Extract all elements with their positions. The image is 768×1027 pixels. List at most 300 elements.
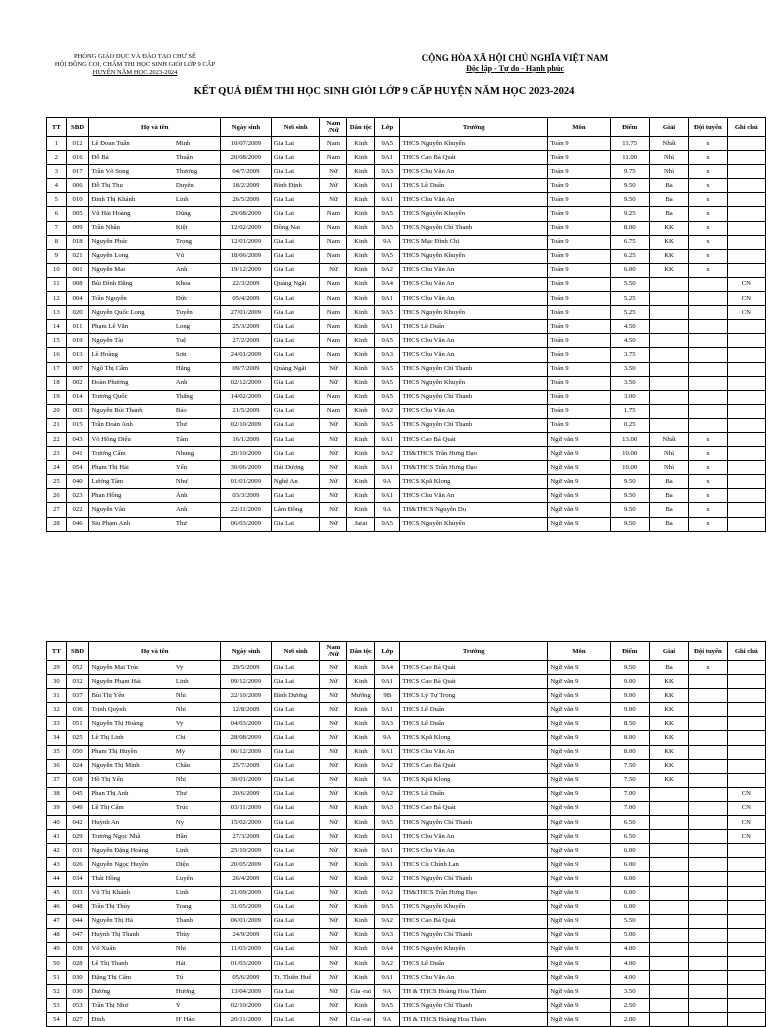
table-row bbox=[47, 151, 766, 165]
cell-tt: 32 bbox=[47, 703, 67, 717]
cell-birth-date: 27/3/2009 bbox=[221, 830, 272, 844]
cell-school: THCS Chu Văn An bbox=[400, 334, 548, 348]
cell-gender: Nữ bbox=[320, 661, 347, 675]
cell-tt: 13 bbox=[47, 306, 67, 320]
cell-birth-place: Bình Định bbox=[271, 179, 320, 193]
cell-last-name: Hồ Thị Yến bbox=[89, 773, 174, 787]
cell-birth-date: 02/12/2009 bbox=[221, 376, 272, 390]
cell-team bbox=[689, 858, 727, 872]
cell-birth-date: 16/1/2009 bbox=[221, 432, 272, 446]
cell-sbd: 040 bbox=[66, 475, 89, 489]
cell-subject: Ngữ văn 9 bbox=[548, 461, 610, 475]
cell-class: 9A5 bbox=[375, 207, 400, 221]
cell-birth-date: 27/01/2009 bbox=[221, 306, 272, 320]
cell-tt: 21 bbox=[47, 418, 67, 432]
cell-team bbox=[689, 731, 727, 745]
cell-gender: Nữ bbox=[320, 1013, 347, 1027]
cell-score: 2.50 bbox=[610, 999, 649, 1013]
table-row bbox=[47, 517, 766, 531]
cell-award bbox=[649, 872, 688, 886]
cell-class: 9A5 bbox=[375, 517, 400, 531]
cell-subject: Ngữ văn 9 bbox=[548, 801, 610, 815]
cell-first-name: Như bbox=[174, 475, 221, 489]
cell-team bbox=[689, 404, 727, 418]
cell-birth-date: 02/10/2009 bbox=[221, 999, 272, 1013]
cell-birth-date: 24/9/2009 bbox=[221, 928, 272, 942]
cell-first-name: Thuận bbox=[174, 151, 221, 165]
table-row bbox=[47, 816, 766, 830]
cell-class: 9A4 bbox=[375, 942, 400, 956]
cell-note: CN bbox=[727, 292, 765, 306]
cell-tt: 22 bbox=[47, 432, 67, 446]
cell-birth-date: 09/12/2009 bbox=[221, 675, 272, 689]
header-col-tt: TT bbox=[47, 118, 67, 137]
cell-award: Ba bbox=[649, 475, 688, 489]
cell-ethnicity: Kinh bbox=[347, 489, 375, 503]
cell-birth-date: 09/7/2009 bbox=[221, 362, 272, 376]
cell-ethnicity: Kinh bbox=[347, 418, 375, 432]
header-col-giai: Giải bbox=[649, 118, 688, 137]
cell-ethnicity: Gia -rai bbox=[347, 1013, 375, 1027]
cell-score: 9.50 bbox=[610, 193, 649, 207]
cell-first-name: Kiệt bbox=[174, 221, 221, 235]
cell-gender: Nữ bbox=[320, 872, 347, 886]
cell-birth-place: Gia Lai bbox=[271, 675, 320, 689]
cell-sbd: 052 bbox=[66, 661, 89, 675]
cell-score: 3.50 bbox=[610, 362, 649, 376]
cell-subject: Ngữ văn 9 bbox=[548, 432, 610, 446]
table-row bbox=[47, 390, 766, 404]
cell-note bbox=[727, 914, 765, 928]
cell-subject: Ngữ văn 9 bbox=[548, 675, 610, 689]
cell-birth-date: 12/01/2009 bbox=[221, 235, 272, 249]
cell-first-name: Thanh bbox=[174, 914, 221, 928]
cell-ethnicity: Kinh bbox=[347, 221, 375, 235]
cell-note bbox=[727, 320, 765, 334]
cell-birth-place: Gia Lai bbox=[271, 787, 320, 801]
cell-last-name: Võ Xuân bbox=[89, 942, 174, 956]
cell-birth-place: Gia Lai bbox=[271, 151, 320, 165]
cell-award bbox=[649, 320, 688, 334]
cell-team: x bbox=[689, 432, 727, 446]
cell-birth-place: Gia Lai bbox=[271, 376, 320, 390]
cell-class: 9A bbox=[375, 503, 400, 517]
cell-ethnicity: Kinh bbox=[347, 362, 375, 376]
cell-tt: 54 bbox=[47, 1013, 67, 1027]
cell-gender: Nữ bbox=[320, 886, 347, 900]
cell-note: CN bbox=[727, 787, 765, 801]
cell-award: KK bbox=[649, 759, 688, 773]
cell-last-name: Lương Tâm bbox=[89, 475, 174, 489]
cell-award bbox=[649, 985, 688, 999]
cell-ethnicity: Kinh bbox=[347, 306, 375, 320]
cell-note bbox=[727, 404, 765, 418]
table-row bbox=[47, 418, 766, 432]
header-col-sbd: SBD bbox=[66, 118, 89, 137]
cell-tt: 19 bbox=[47, 390, 67, 404]
cell-gender: Nữ bbox=[320, 816, 347, 830]
cell-score: 9.50 bbox=[610, 179, 649, 193]
table-row bbox=[47, 137, 766, 151]
cell-class: 9A5 bbox=[375, 816, 400, 830]
cell-birth-place: Gia Lai bbox=[271, 900, 320, 914]
cell-gender: Nữ bbox=[320, 971, 347, 985]
cell-subject: Ngữ văn 9 bbox=[548, 942, 610, 956]
cell-tt: 17 bbox=[47, 362, 67, 376]
cell-score: 6.00 bbox=[610, 900, 649, 914]
cell-team bbox=[689, 292, 727, 306]
cell-birth-place: Gia Lai bbox=[271, 703, 320, 717]
cell-last-name: Nguyễn Thị Minh bbox=[89, 759, 174, 773]
cell-team bbox=[689, 320, 727, 334]
cell-gender: Nữ bbox=[320, 787, 347, 801]
cell-subject: Toán 9 bbox=[548, 334, 610, 348]
cell-subject: Ngữ văn 9 bbox=[548, 956, 610, 970]
cell-note bbox=[727, 193, 765, 207]
cell-last-name: Phạm Thị Huyền bbox=[89, 745, 174, 759]
cell-birth-date: 04/03/2009 bbox=[221, 717, 272, 731]
cell-subject: Ngữ văn 9 bbox=[548, 787, 610, 801]
cell-award: Nhất bbox=[649, 432, 688, 446]
cell-gender: Nữ bbox=[320, 432, 347, 446]
cell-last-name: Trần Võ Song bbox=[89, 165, 174, 179]
cell-birth-place: Gia Lai bbox=[271, 306, 320, 320]
cell-last-name: Lê Thị Cẩm bbox=[89, 801, 174, 815]
cell-award: Nhì bbox=[649, 461, 688, 475]
cell-last-name: Phạm Thị Hải bbox=[89, 461, 174, 475]
table-row bbox=[47, 165, 766, 179]
cell-team bbox=[689, 376, 727, 390]
cell-class: 9A1 bbox=[375, 320, 400, 334]
cell-team bbox=[689, 844, 727, 858]
cell-sbd: 044 bbox=[66, 914, 89, 928]
cell-ethnicity: Kinh bbox=[347, 235, 375, 249]
cell-class: 9A2 bbox=[375, 404, 400, 418]
cell-score: 7.00 bbox=[610, 801, 649, 815]
cell-award bbox=[649, 914, 688, 928]
cell-last-name: Phạm Lê Văn bbox=[89, 320, 174, 334]
table-row bbox=[47, 942, 766, 956]
cell-birth-date: 18/06/2009 bbox=[221, 249, 272, 263]
cell-first-name: My bbox=[174, 745, 221, 759]
cell-sbd: 002 bbox=[66, 376, 89, 390]
cell-class: 9A bbox=[375, 731, 400, 745]
cell-award bbox=[649, 858, 688, 872]
cell-ethnicity: Kinh bbox=[347, 816, 375, 830]
cell-sbd: 028 bbox=[66, 956, 89, 970]
cell-birth-date: 21/5/2009 bbox=[221, 404, 272, 418]
cell-award: KK bbox=[649, 703, 688, 717]
cell-tt: 36 bbox=[47, 759, 67, 773]
cell-ethnicity: Kinh bbox=[347, 249, 375, 263]
cell-sbd: 005 bbox=[66, 207, 89, 221]
header-col-dan-toc: Dân tộc bbox=[347, 642, 375, 661]
table-row bbox=[47, 334, 766, 348]
cell-class: 9A1 bbox=[375, 830, 400, 844]
table-row bbox=[47, 277, 766, 291]
cell-award bbox=[649, 404, 688, 418]
header-col-ngay-sinh: Ngày sinh bbox=[221, 642, 272, 661]
cell-sbd: 013 bbox=[66, 348, 89, 362]
cell-school: THCS Chu Văn An bbox=[400, 844, 548, 858]
cell-sbd: 023 bbox=[66, 489, 89, 503]
cell-last-name: Thái Hồng bbox=[89, 872, 174, 886]
cell-sbd: 001 bbox=[66, 263, 89, 277]
cell-subject: Toán 9 bbox=[548, 277, 610, 291]
cell-note: CN bbox=[727, 816, 765, 830]
cell-subject: Ngữ văn 9 bbox=[548, 759, 610, 773]
table-row bbox=[47, 461, 766, 475]
header-col-lop: Lớp bbox=[375, 642, 400, 661]
cell-tt: 52 bbox=[47, 985, 67, 999]
cell-sbd: 003 bbox=[66, 404, 89, 418]
cell-school: THCS Chu Văn An bbox=[400, 277, 548, 291]
cell-birth-date: 20/08/2009 bbox=[221, 151, 272, 165]
cell-tt: 48 bbox=[47, 928, 67, 942]
cell-class: 9A5 bbox=[375, 249, 400, 263]
cell-school: TH&THCS Nguyễn Du bbox=[400, 503, 548, 517]
cell-note bbox=[727, 447, 765, 461]
cell-birth-place: Gia Lai bbox=[271, 886, 320, 900]
cell-ethnicity: Kinh bbox=[347, 292, 375, 306]
cell-birth-place: Gia Lai bbox=[271, 390, 320, 404]
cell-note bbox=[727, 1013, 765, 1027]
cell-gender: Nam bbox=[320, 292, 347, 306]
cell-award bbox=[649, 801, 688, 815]
cell-gender: Nữ bbox=[320, 447, 347, 461]
cell-note: CN bbox=[727, 277, 765, 291]
cell-first-name: Nhi bbox=[174, 703, 221, 717]
cell-last-name: Nguyễn Mai Trúc bbox=[89, 661, 174, 675]
table-row bbox=[47, 1013, 766, 1027]
table-row bbox=[47, 971, 766, 985]
cell-ethnicity: Kinh bbox=[347, 461, 375, 475]
cell-award: Ba bbox=[649, 489, 688, 503]
cell-note bbox=[727, 475, 765, 489]
cell-last-name: Ngô Thị Cẩm bbox=[89, 362, 174, 376]
cell-birth-date: 19/12/2009 bbox=[221, 263, 272, 277]
cell-first-name: Nhi bbox=[174, 773, 221, 787]
cell-team: x bbox=[689, 193, 727, 207]
cell-subject: Ngữ văn 9 bbox=[548, 731, 610, 745]
cell-award bbox=[649, 362, 688, 376]
cell-note bbox=[727, 503, 765, 517]
cell-school: TH&THCS Trần Hưng Đạo bbox=[400, 886, 548, 900]
cell-tt: 9 bbox=[47, 249, 67, 263]
cell-sbd: 050 bbox=[66, 745, 89, 759]
cell-gender: Nam bbox=[320, 306, 347, 320]
cell-ethnicity: Kinh bbox=[347, 320, 375, 334]
cell-subject: Toán 9 bbox=[548, 376, 610, 390]
header-col-mon: Môn bbox=[548, 642, 610, 661]
cell-team bbox=[689, 418, 727, 432]
cell-team bbox=[689, 985, 727, 999]
cell-last-name: Phan Thị Anh bbox=[89, 787, 174, 801]
cell-subject: Ngữ văn 9 bbox=[548, 489, 610, 503]
cell-last-name: Trần Nguyên bbox=[89, 292, 174, 306]
cell-last-name: Trương Cẩm bbox=[89, 447, 174, 461]
cell-birth-date: 26/5/2009 bbox=[221, 193, 272, 207]
cell-school: TH & THCS Hoàng Hoa Thám bbox=[400, 985, 548, 999]
cell-class: 9A1 bbox=[375, 151, 400, 165]
cell-school: THCS Nguyễn Chí Thanh bbox=[400, 999, 548, 1013]
table-row bbox=[47, 661, 766, 675]
cell-class: 9A1 bbox=[375, 179, 400, 193]
cell-gender: Nam bbox=[320, 151, 347, 165]
cell-score: 9.00 bbox=[610, 703, 649, 717]
cell-award bbox=[649, 376, 688, 390]
cell-class: 9A1 bbox=[375, 745, 400, 759]
cell-team bbox=[689, 942, 727, 956]
cell-school: THCS Nguyễn Khuyến bbox=[400, 137, 548, 151]
cell-subject: Ngữ văn 9 bbox=[548, 475, 610, 489]
table-row bbox=[47, 503, 766, 517]
cell-team bbox=[689, 675, 727, 689]
cell-class: 9A1 bbox=[375, 461, 400, 475]
cell-last-name: Nguyễn Phạm Hải bbox=[89, 675, 174, 689]
cell-tt: 1 bbox=[47, 137, 67, 151]
cell-score: 4.00 bbox=[610, 971, 649, 985]
cell-birth-date: 30/01/2009 bbox=[221, 773, 272, 787]
cell-team bbox=[689, 703, 727, 717]
cell-ethnicity: Kinh bbox=[347, 801, 375, 815]
cell-ethnicity: Kinh bbox=[347, 787, 375, 801]
cell-award bbox=[649, 886, 688, 900]
cell-first-name: Tuệ bbox=[174, 334, 221, 348]
cell-award: KK bbox=[649, 235, 688, 249]
cell-note bbox=[727, 928, 765, 942]
cell-first-name: Trúc bbox=[174, 801, 221, 815]
cell-last-name: Nguyễn Bùi Thanh bbox=[89, 404, 174, 418]
cell-gender: Nữ bbox=[320, 418, 347, 432]
cell-birth-date: 31/05/2009 bbox=[221, 900, 272, 914]
table-row bbox=[47, 872, 766, 886]
cell-tt: 51 bbox=[47, 971, 67, 985]
cell-gender: Nữ bbox=[320, 717, 347, 731]
cell-class: 9A5 bbox=[375, 362, 400, 376]
cell-tt: 12 bbox=[47, 292, 67, 306]
cell-note bbox=[727, 661, 765, 675]
cell-class: 9A1 bbox=[375, 858, 400, 872]
cell-school: THCS Lê Duẩn bbox=[400, 717, 548, 731]
cell-class: 9A5 bbox=[375, 137, 400, 151]
cell-subject: Ngữ văn 9 bbox=[548, 985, 610, 999]
cell-score: 6.00 bbox=[610, 886, 649, 900]
cell-tt: 2 bbox=[47, 151, 67, 165]
cell-team: x bbox=[689, 137, 727, 151]
header-col-ho-ten: Họ và tên bbox=[89, 118, 221, 137]
cell-school: THCS Nguyễn Chí Thanh bbox=[400, 816, 548, 830]
cell-gender: Nữ bbox=[320, 489, 347, 503]
cell-score: 9.75 bbox=[610, 165, 649, 179]
header-col-doi-tuyen: Đội tuyển bbox=[689, 118, 727, 137]
cell-score: 9.50 bbox=[610, 661, 649, 675]
cell-subject: Ngữ văn 9 bbox=[548, 745, 610, 759]
cell-school: THCS Lý Tự Trọng bbox=[400, 689, 548, 703]
cell-team bbox=[689, 900, 727, 914]
cell-tt: 6 bbox=[47, 207, 67, 221]
cell-class: 9A3 bbox=[375, 717, 400, 731]
cell-school: THCS Nguyễn Khuyến bbox=[400, 207, 548, 221]
cell-last-name: Nguyễn Đặng Hoàng bbox=[89, 844, 174, 858]
cell-tt: 26 bbox=[47, 489, 67, 503]
cell-sbd: 046 bbox=[66, 517, 89, 531]
cell-birth-place: Gia Lai bbox=[271, 292, 320, 306]
cell-subject: Toán 9 bbox=[548, 249, 610, 263]
cell-school: TH & THCS Hoàng Hoa Thám bbox=[400, 1013, 548, 1027]
cell-birth-place: Gia Lai bbox=[271, 249, 320, 263]
cell-gender: Nữ bbox=[320, 985, 347, 999]
cell-sbd: 030 bbox=[66, 971, 89, 985]
cell-subject: Toán 9 bbox=[548, 221, 610, 235]
cell-team bbox=[689, 1013, 727, 1027]
cell-school: THCS Nguyễn Khuyến bbox=[400, 376, 548, 390]
cell-sbd: 033 bbox=[66, 886, 89, 900]
cell-gender: Nam bbox=[320, 235, 347, 249]
cell-score: 8.00 bbox=[610, 221, 649, 235]
cell-birth-place: Gia Lai bbox=[271, 717, 320, 731]
cell-tt: 27 bbox=[47, 503, 67, 517]
cell-first-name: Ánh bbox=[174, 489, 221, 503]
cell-school: THCS Kpă Klong bbox=[400, 475, 548, 489]
cell-team: x bbox=[689, 489, 727, 503]
cell-ethnicity: Kinh bbox=[347, 348, 375, 362]
cell-birth-place: Gia Lai bbox=[271, 872, 320, 886]
cell-award bbox=[649, 928, 688, 942]
cell-first-name: Nhung bbox=[174, 447, 221, 461]
cell-gender: Nữ bbox=[320, 165, 347, 179]
cell-score: 5.25 bbox=[610, 292, 649, 306]
cell-birth-place: Gia Lai bbox=[271, 418, 320, 432]
cell-birth-place: Gia Lai bbox=[271, 773, 320, 787]
cell-class: 9A2 bbox=[375, 447, 400, 461]
national-motto bbox=[390, 53, 640, 74]
header-col-noi-sinh: Nơi sinh bbox=[271, 118, 320, 137]
table-row bbox=[47, 320, 766, 334]
cell-last-name: Vũ Thị Khánh bbox=[89, 886, 174, 900]
cell-subject: Ngữ văn 9 bbox=[548, 816, 610, 830]
cell-team: x bbox=[689, 235, 727, 249]
cell-sbd: 006 bbox=[66, 179, 89, 193]
cell-note bbox=[727, 985, 765, 999]
cell-subject: Ngữ văn 9 bbox=[548, 517, 610, 531]
cell-note bbox=[727, 151, 765, 165]
cell-team bbox=[689, 348, 727, 362]
cell-class: 9A bbox=[375, 475, 400, 489]
cell-team: x bbox=[689, 263, 727, 277]
cell-award: KK bbox=[649, 249, 688, 263]
cell-school: THCS Kpă Klong bbox=[400, 773, 548, 787]
cell-class: 9B bbox=[375, 689, 400, 703]
cell-birth-date: 10/07/2009 bbox=[221, 137, 272, 151]
cell-birth-date: 21/09/2009 bbox=[221, 886, 272, 900]
cell-ethnicity: Kinh bbox=[347, 745, 375, 759]
cell-note bbox=[727, 999, 765, 1013]
cell-ethnicity: Kinh bbox=[347, 137, 375, 151]
cell-score: 9.50 bbox=[610, 517, 649, 531]
cell-ethnicity: Kinh bbox=[347, 503, 375, 517]
cell-note bbox=[727, 432, 765, 446]
cell-first-name: Long bbox=[174, 320, 221, 334]
cell-school: THCS Nguyễn Chí Thanh bbox=[400, 221, 548, 235]
cell-sbd: 031 bbox=[66, 844, 89, 858]
cell-score: 7.50 bbox=[610, 773, 649, 787]
cell-gender: Nam bbox=[320, 390, 347, 404]
cell-sbd: 030 bbox=[66, 985, 89, 999]
cell-ethnicity: Kinh bbox=[347, 999, 375, 1013]
table-row bbox=[47, 376, 766, 390]
cell-score: 4.00 bbox=[610, 956, 649, 970]
